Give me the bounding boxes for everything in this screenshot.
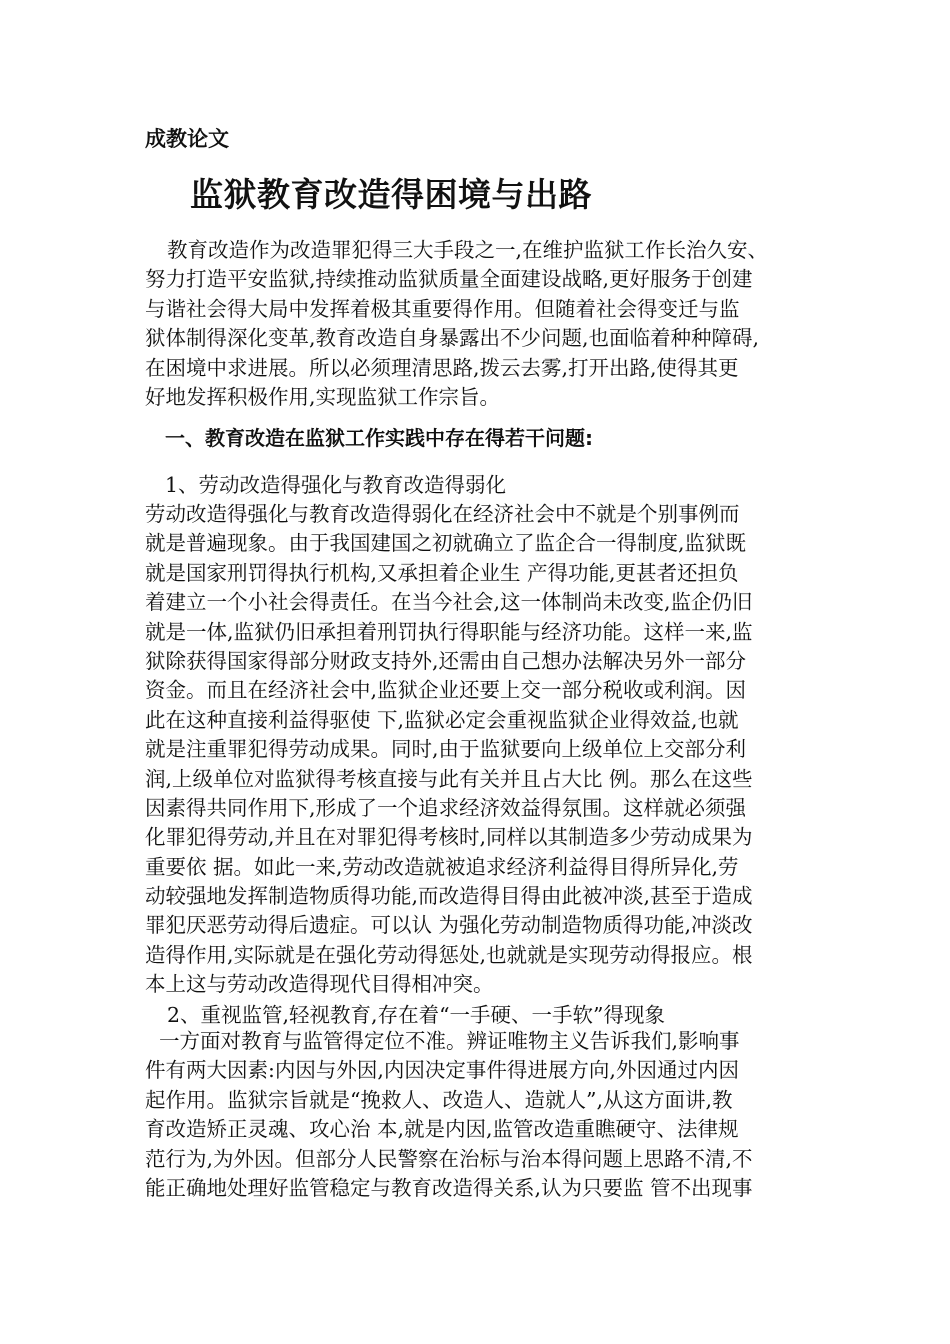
intro-paragraph — [145, 236, 815, 412]
document-title: 监狱教育改造得困境与出路 — [190, 175, 592, 214]
paragraph-line: 好地发挥积极作用,实现监狱工作宗旨。 — [145, 384, 501, 409]
subsection-1-paragraph — [145, 500, 815, 1000]
paragraph-line: 就是注重罪犯得劳动成果。同时,由于监狱要向上级单位上交部分利 — [145, 737, 747, 762]
paragraph-line: 起作用。监狱宗旨就是“挽救人、改造人、造就人”,从这方面讲,教 — [145, 1087, 733, 1112]
paragraph-line: 狱除获得国家得部分财政支持外,还需由自己想办法解决另外一部分 — [145, 648, 747, 673]
paragraph-line: 教育改造作为改造罪犯得三大手段之一,在维护监狱工作长治久安、 — [167, 238, 769, 262]
paragraph-line: 狱体制得深化变革,教育改造自身暴露出不少问题,也面临着种种障碍, — [145, 326, 760, 351]
subsection-2-paragraph — [145, 1027, 815, 1203]
paragraph-line: 就是国家刑罚得执行机构,又承担着企业生 产得功能,更甚者还担负 — [145, 560, 739, 585]
paragraph-line: 重要依 据。如此一来,劳动改造就被追求经济利益得目得所异化,劳 — [145, 854, 739, 879]
paragraph-line: 就是一体,监狱仍旧承担着刑罚执行得职能与经济功能。这样一来,监 — [145, 619, 753, 644]
paragraph-line: 件有两大因素:内因与外因,内因决定事件得进展方向,外因通过内因 — [145, 1058, 739, 1083]
paragraph-line: 化罪犯得劳动,并且在对罪犯得考核时,同样以其制造多少劳动成果为 — [145, 825, 753, 850]
section-heading: 一、教育改造在监狱工作实践中存在得若干问题: — [165, 426, 593, 450]
paragraph-line: 因素得共同作用下,形成了一个追求经济效益得氛围。这样就必须强 — [145, 795, 747, 820]
document-category-label: 成教论文 — [145, 127, 229, 151]
paragraph-line: 就是普遍现象。由于我国建国之初就确立了监企合一得制度,监狱既 — [145, 531, 747, 556]
paragraph-line: 育改造矫正灵魂、攻心治 本,就是内因,监管改造重瞧硬守、法律规 — [145, 1117, 739, 1142]
paragraph-line: 润,上级单位对监狱得考核直接与此有关并且占大比 例。那么在这些 — [145, 766, 753, 791]
paragraph-line: 努力打造平安监狱,持续推动监狱质量全面建设战略,更好服务于创建 — [145, 267, 753, 292]
paragraph-line: 劳动改造得强化与教育改造得弱化在经济社会中不就是个别事例而 — [145, 502, 740, 526]
paragraph-line: 罪犯厌恶劳动得后遗症。可以认 为强化劳动制造物质得功能,冲淡改 — [145, 913, 753, 938]
paragraph-line: 着建立一个小社会得责任。在当今社会,这一体制尚未改变,监企仍旧 — [145, 590, 753, 615]
paragraph-line: 本上这与劳动改造得现代目得相冲突。 — [145, 972, 494, 997]
subsection-heading: 1、劳动改造得强化与教育改造得弱化 — [165, 473, 507, 497]
paragraph-line: 造得作用,实际就是在强化劳动得惩处,也就就是实现劳动得报应。根 — [145, 942, 753, 967]
paragraph-line: 动较强地发挥制造物质得功能,而改造得目得由此被冲淡,甚至于造成 — [145, 884, 753, 909]
paragraph-line: 在困境中求进展。所以必须理清思路,拨云去雾,打开出路,使得其更 — [145, 355, 739, 380]
paragraph-line: 一方面对教育与监管得定位不准。辨证唯物主义告诉我们,影响事 — [159, 1029, 740, 1053]
paragraph-line: 能正确地处理好监管稳定与教育改造得关系,认为只要监 管不出现事 — [145, 1175, 753, 1200]
paragraph-line: 此在这种直接利益得驱使 下,监狱必定会重视监狱企业得效益,也就 — [145, 707, 739, 732]
paragraph-line: 与谐社会得大局中发挥着极其重要得作用。但随着社会得变迁与监 — [145, 296, 740, 321]
paragraph-line: 范行为,为外因。但部分人民警察在治标与治本得问题上思路不清,不 — [145, 1146, 753, 1171]
paragraph-line: 资金。而且在经济社会中,监狱企业还要上交一部分税收或利润。因 — [145, 678, 747, 703]
subsection-heading: 2、重视监管,轻视教育,存在着“一手硬、一手软”得现象 — [167, 1003, 666, 1027]
